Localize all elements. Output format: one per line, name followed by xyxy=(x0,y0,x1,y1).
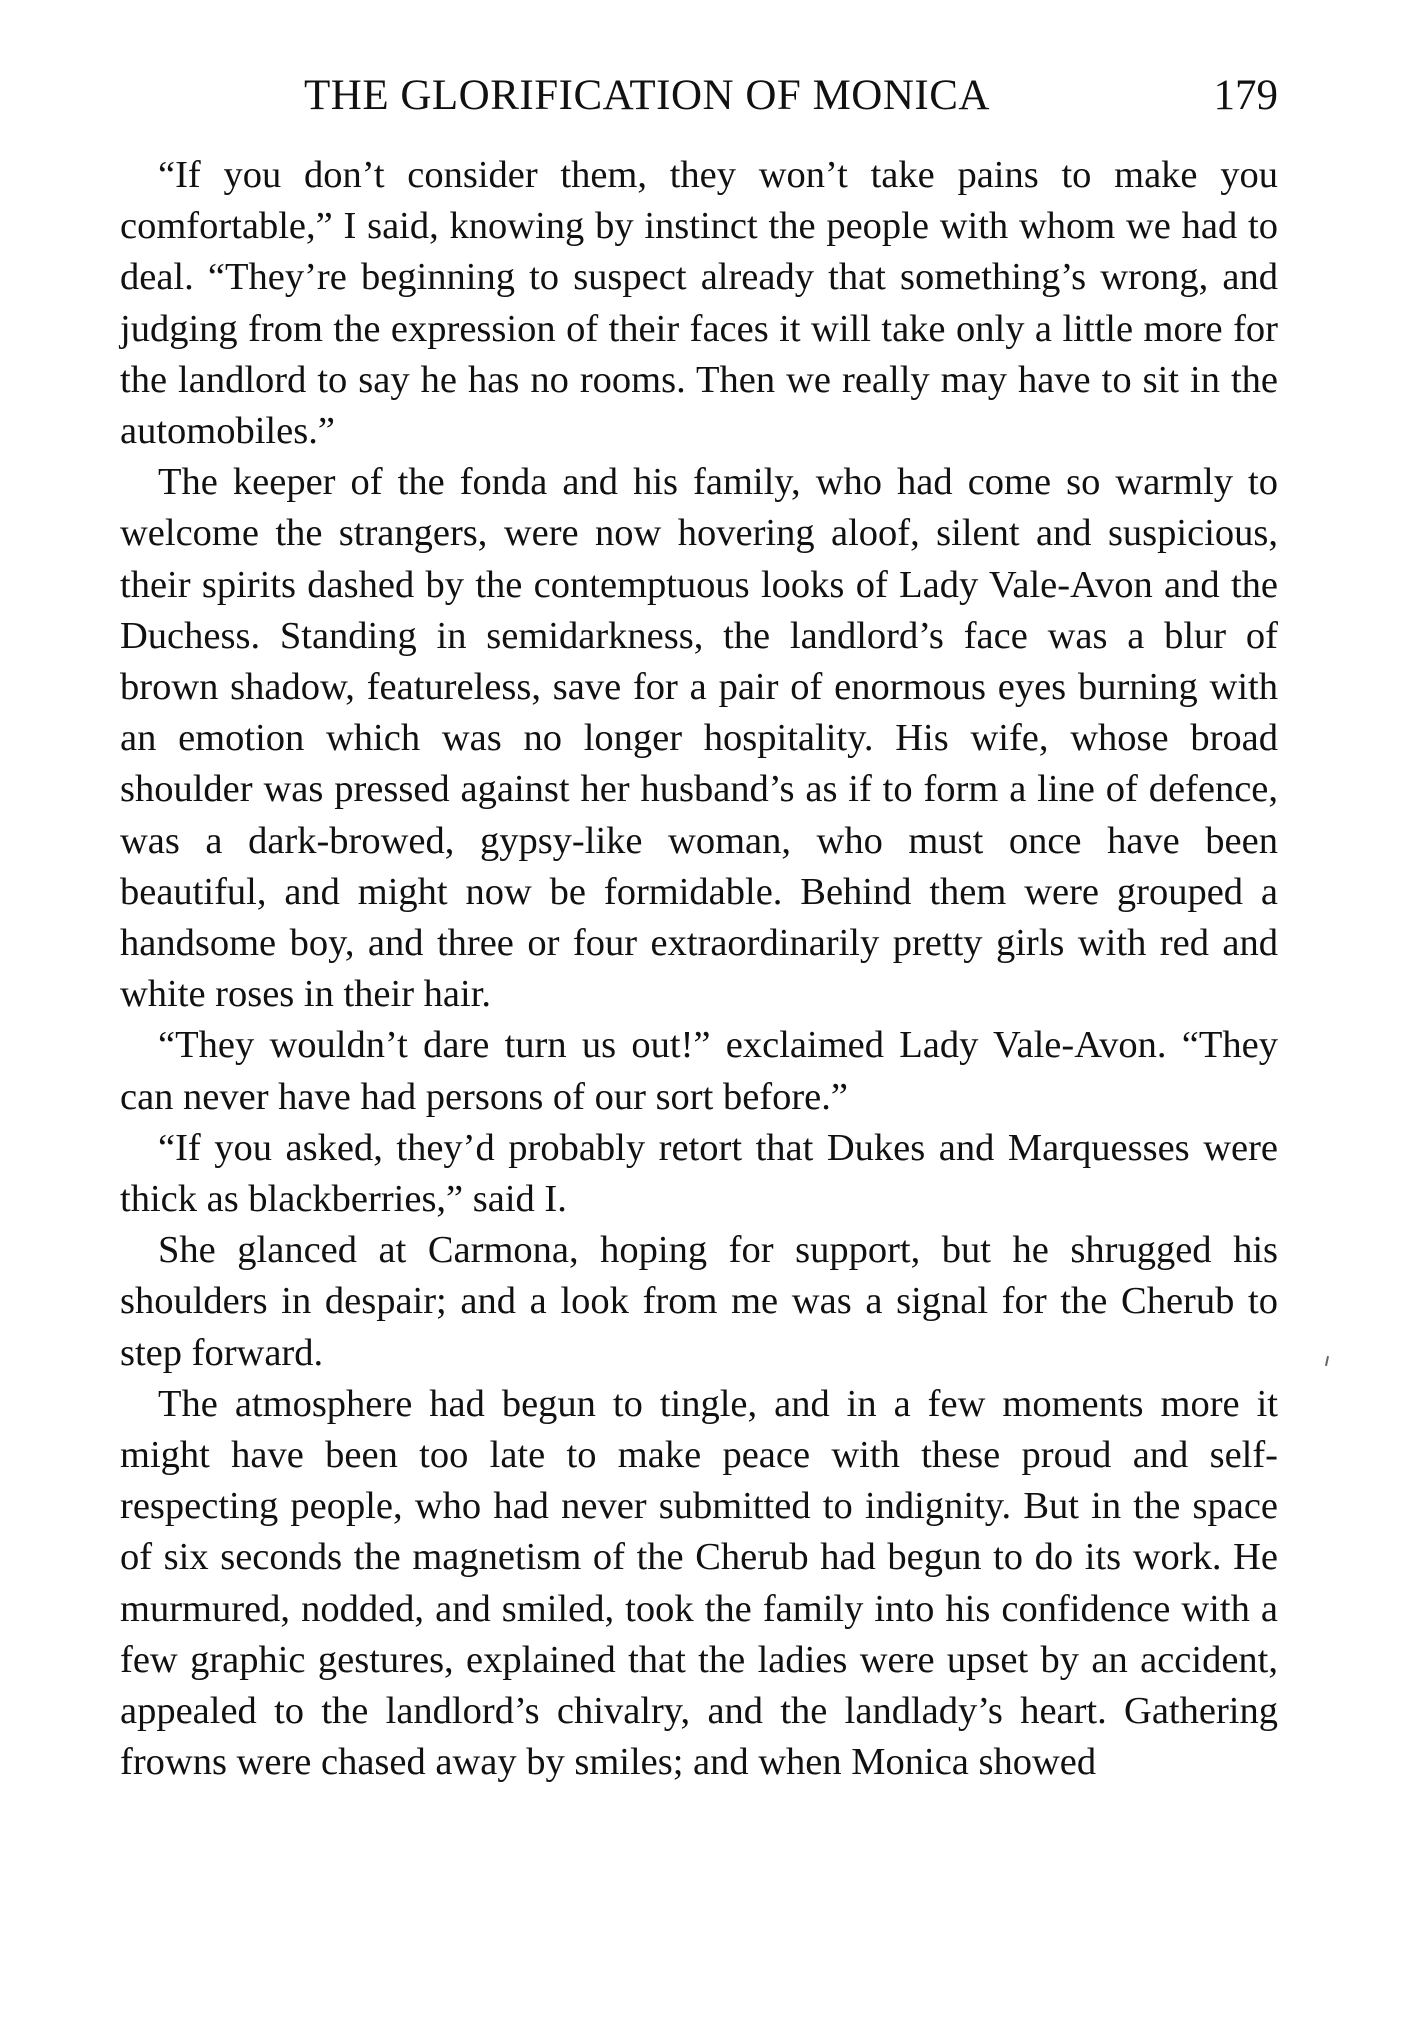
page-header xyxy=(120,62,1278,132)
running-title: THE GLORIFICATION OF MONICA xyxy=(304,72,990,119)
body-text xyxy=(120,150,1278,1789)
paragraph: She glanced at Carmona, hoping for support, but he shrugged his shoulders in despair; and a look from me was a signal for the Cherub to step forward. xyxy=(120,1229,1278,1374)
page-number: 179 xyxy=(1213,72,1278,119)
paragraph: “If you don’t consider them, they won’t take pains to make you comfortable,” I said, knowing by instinct the people with whom we had to deal. “They’re beginning to suspect already that something’s wrong, and judging from the expression of their faces it will take only a little more for the landlord to say he has no rooms. Then we really may have to sit in the automobiles.” xyxy=(120,154,1278,453)
paragraph: “If you asked, they’d probably retort that Dukes and Marquesses were thick as blackberries,” said I. xyxy=(120,1126,1278,1221)
paragraph: The atmosphere had begun to tingle, and in a few moments more it might have been too late to make peace with these proud and self-respecting people, who had never submitted to indignity. But in the space of six seconds the magnetism of the Cherub had begun to do its work. He murmured, nodded, and smiled, took the family into his confidence with a few graphic gestures, explained that the ladies were upset by an accident, appealed to the landlord’s chivalry, and the landlady’s heart. Gathering frowns were chased away by smiles; and when Monica showed xyxy=(120,1382,1278,1784)
margin-speck xyxy=(1325,1356,1329,1366)
paragraph: The keeper of the fonda and his family, who had come so warmly to welcome the strangers, were now hovering aloof, silent and suspicious, their spirits dashed by the contemptuous looks of Lady Vale-Avon and the Duchess. Standing in semidarkness, the landlord’s face was a blur of brown shadow, featureless, save for a pair of enormous eyes burning with an emotion which was no longer hospitality. His wife, whose broad shoulder was pressed against her husband’s as if to form a line of defence, was a dark-browed, gypsy-like woman, who must once have been beautiful, and might now be formidable. Behind them were grouped a handsome boy, and three or four extraordinarily pretty girls with red and white roses in their hair. xyxy=(120,461,1278,1016)
paragraph: “They wouldn’t dare turn us out!” exclaimed Lady Vale-Avon. “They can never have had persons of our sort before.” xyxy=(120,1024,1278,1118)
